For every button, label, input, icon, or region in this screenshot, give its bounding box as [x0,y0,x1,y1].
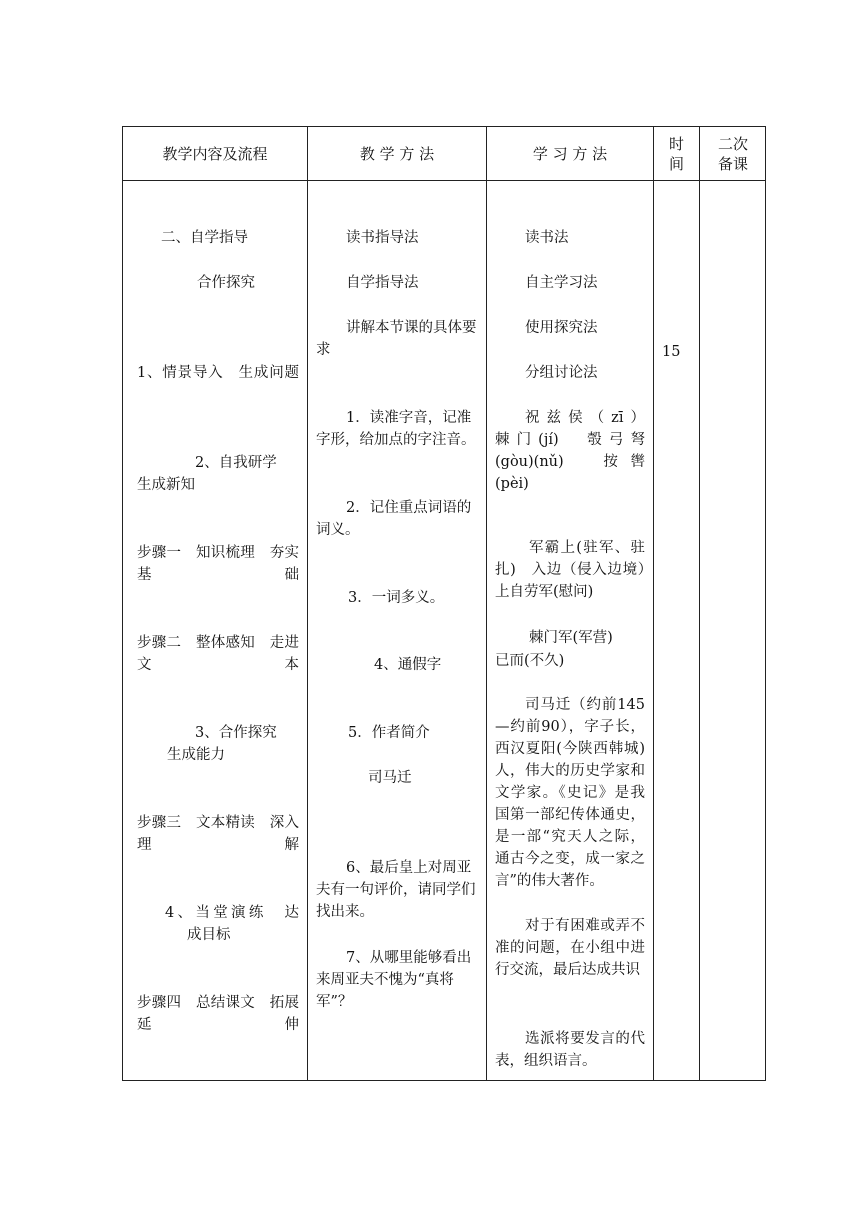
study-line: 使用探究法 [525,320,598,336]
study-line: 棘门军(军营) [529,630,613,646]
content-line: 步骤一 知识梳理 夯实基础 [137,545,299,583]
study-line: 已而(不久) [495,653,565,669]
study-line: (gòu)(nǔ) 按辔 [495,454,645,470]
study-line: 棘门(jí) 彀弓弩 [495,432,645,448]
content-line: 合作探究 [197,275,255,291]
header-content-process: 教学内容及流程 [162,144,268,163]
study-line: 军霸上(驻军、驻扎) 入边（侵入边境）上自劳军(慰问) [495,540,645,600]
method-line: 7、从哪里能够看出来周亚夫不愧为“真将军”？ [316,950,472,1010]
second-prep-column [700,181,766,1080]
method-line: 3．一词多义。 [348,590,445,606]
method-line: 4、通假字 [374,657,442,673]
header-second-prep: 二次 备课 [717,134,748,173]
study-line: 自主学习法 [525,275,598,291]
method-line: 读书指导法 [346,230,419,246]
content-line: 二、自学指导 [161,230,248,246]
content-line: 2、自我研学 [195,455,277,471]
header-time: 时 间 [668,134,684,173]
content-line: 成目标 [187,927,231,943]
content-line: 步骤四 总结课文 拓展延伸 [137,995,299,1033]
study-line: 祝兹侯（zī） [525,410,645,426]
method-line: 6、最后皇上对周亚夫有一句评价，请同学们找出来。 [316,860,476,920]
study-line: 读书法 [525,230,569,246]
lesson-plan-table [122,126,766,1081]
study-line: 对于有困难或弄不准的问题，在小组中进行交流，最后达成共识 [495,918,645,978]
method-line: 1．读准字音，记准字形，给加点的字注音。 [316,410,476,448]
method-line: 讲解本节课的具体要求 [316,320,477,358]
content-line: 4、当堂演练 达 [165,905,299,921]
study-line: 分组讨论法 [525,365,598,381]
time-value: 15 [662,344,681,360]
content-line: 生成新知 [137,477,195,493]
content-line: 步骤二 整体感知 走进文本 [137,635,299,673]
study-line: (pèi) [495,476,529,492]
study-line: 司马迁（约前145—约前90），字子长，西汉夏阳(今陕西韩城)人，伟大的历史学家和文学家。《史记》是我国第一部纪传体通史，是一部“究天人之际，通古今之变，成一家之言”的伟大著作。 [495,697,645,889]
content-line: 1、情景导入 生成问题 [137,365,299,381]
method-line: 2．记住重点词语的词义。 [316,500,472,538]
learning-method-column [487,181,653,1080]
teaching-method-column [308,181,486,1080]
time-column [654,181,699,1080]
content-column [123,181,307,1080]
content-line: 生成能力 [167,747,225,763]
method-line: 司马迁 [368,770,412,786]
content-line: 步骤三 文本精读 深入理解 [137,815,299,853]
method-line: 自学指导法 [346,275,419,291]
header-teaching-method: 教 学 方 法 [359,144,435,163]
content-line: 3、合作探究 [195,725,277,741]
study-line: 选派将要发言的代表，组织语言。 [495,1031,645,1069]
method-line: 5．作者简介 [348,725,430,741]
header-learning-method: 学 习 方 法 [532,144,608,163]
